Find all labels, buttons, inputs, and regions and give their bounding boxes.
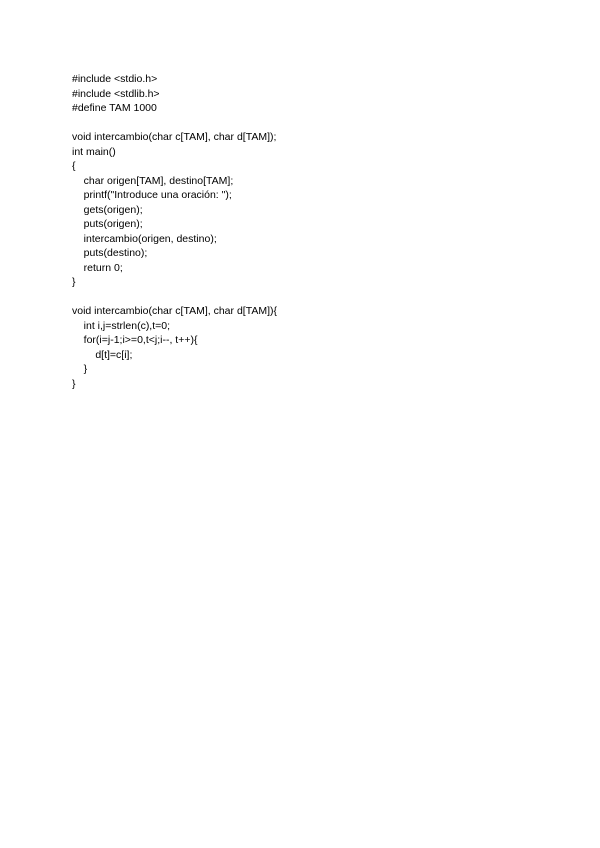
code-line: puts(origen); bbox=[72, 218, 143, 230]
code-line: printf("Introduce una oración: "); bbox=[72, 189, 232, 201]
code-line: char origen[TAM], destino[TAM]; bbox=[72, 174, 234, 187]
code-line: intercambio(origen, destino); bbox=[72, 232, 217, 245]
code-line: puts(destino); bbox=[72, 247, 148, 259]
code-line: d[t]=c[i]; bbox=[72, 348, 133, 361]
blank-line bbox=[72, 116, 277, 131]
code-line: int i,j=strlen(c),t=0; bbox=[72, 319, 171, 332]
code-line: for(i=j-1;i>=0,t<j;i--, t++){ bbox=[72, 334, 198, 346]
code-line: } bbox=[72, 276, 76, 288]
blank-line bbox=[72, 290, 277, 305]
code-listing bbox=[72, 72, 277, 391]
code-line: } bbox=[72, 363, 88, 375]
code-line: void intercambio(char c[TAM], char d[TAM]); bbox=[72, 131, 277, 143]
code-line: { bbox=[72, 160, 76, 172]
code-line: return 0; bbox=[72, 261, 123, 274]
code-line: void intercambio(char c[TAM], char d[TAM]){ bbox=[72, 305, 278, 317]
code-line: gets(origen); bbox=[72, 203, 143, 216]
code-line: #include <stdlib.h> bbox=[72, 87, 160, 100]
code-line: } bbox=[72, 377, 76, 390]
code-line: #define TAM 1000 bbox=[72, 102, 157, 114]
code-line: #include <stdio.h> bbox=[72, 73, 158, 85]
code-line: int main() bbox=[72, 145, 116, 158]
